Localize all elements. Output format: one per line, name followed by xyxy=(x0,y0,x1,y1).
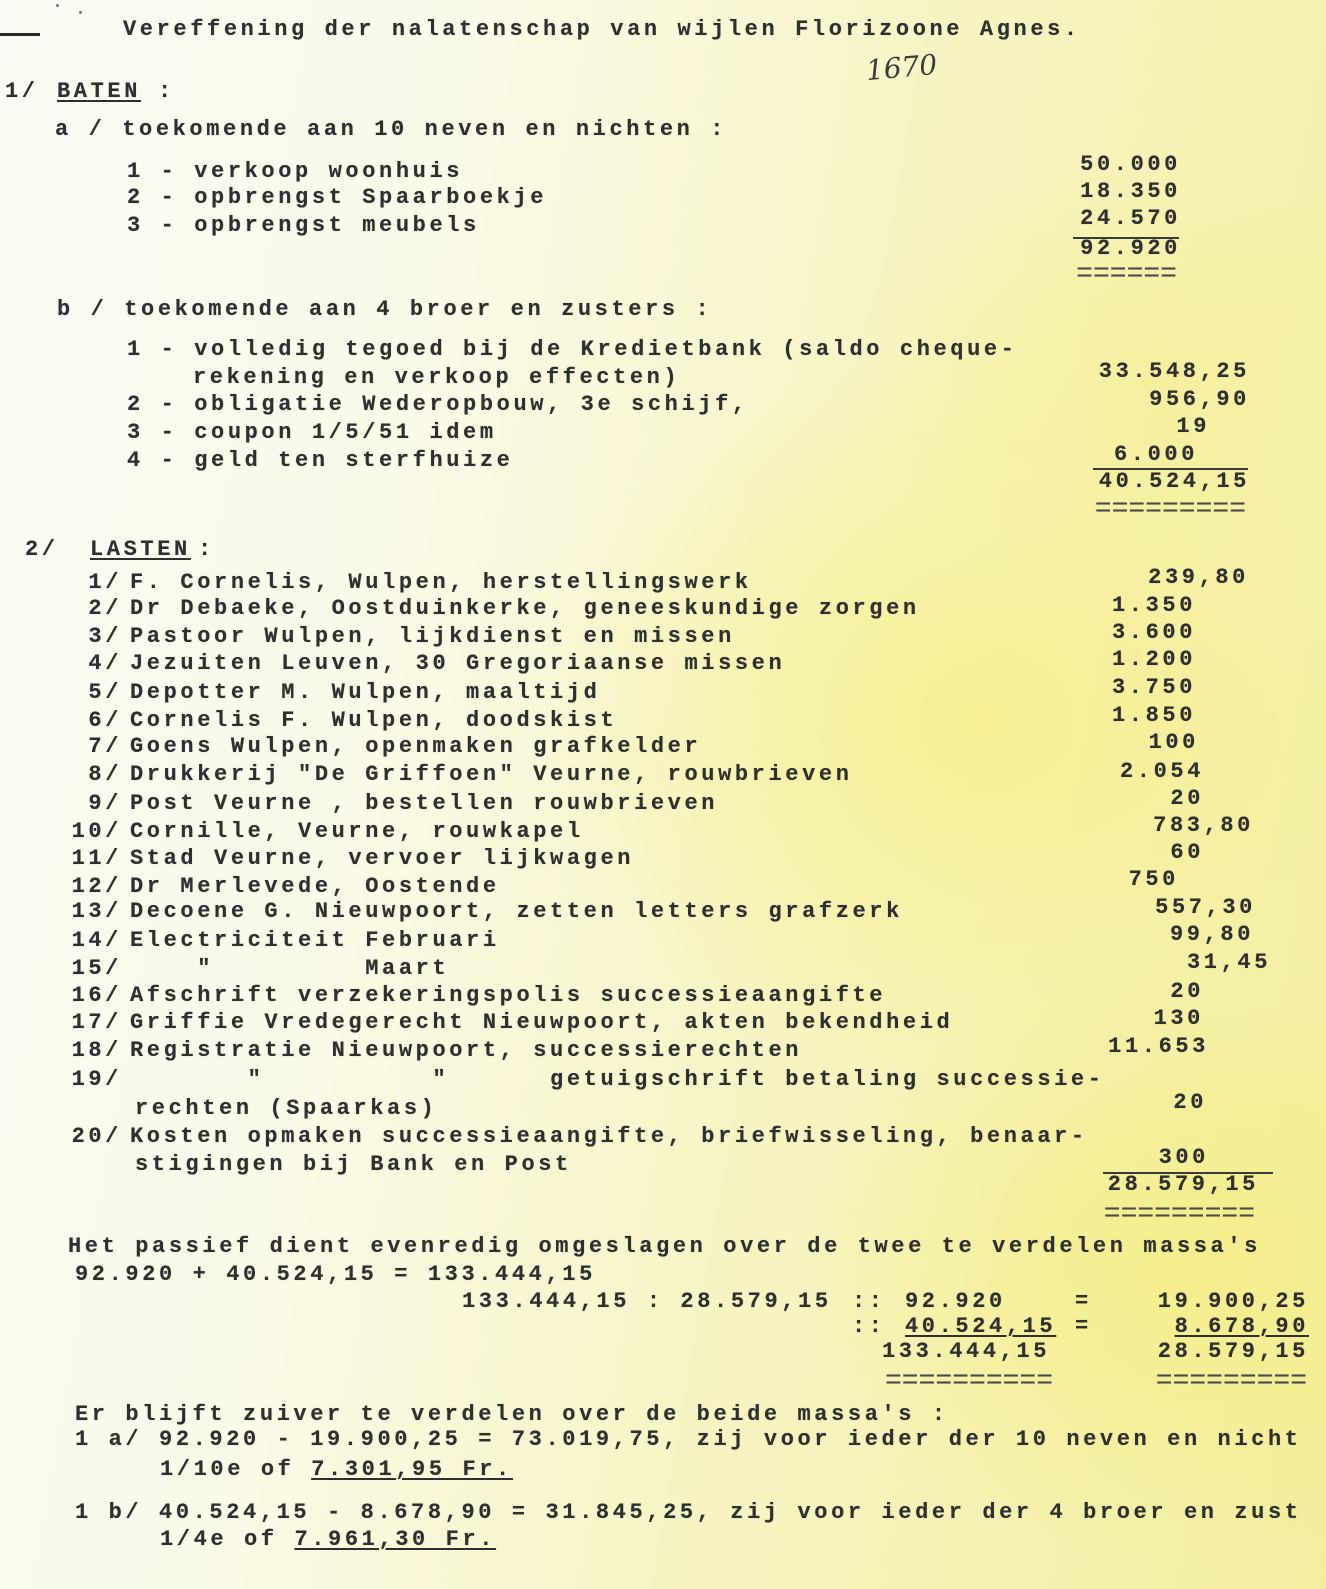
lasten-number: 2/ xyxy=(25,537,59,562)
verdeling-sum: 92.920 + 40.524,15 = 133.444,15 xyxy=(75,1262,596,1287)
lasten-item: Afschrift verzekeringspolis successieaangifte xyxy=(130,983,887,1008)
resultaat-a-share-prefix: 1/10e of xyxy=(160,1457,295,1482)
baten-a-amount: 18.350 xyxy=(1080,179,1181,204)
lasten-item-number: 9/ xyxy=(88,791,122,816)
resultaat-b-share: 7.961,30 Fr. xyxy=(294,1527,497,1552)
lasten-amount: 783,80 xyxy=(1153,813,1254,838)
lasten-item-number: 2/ xyxy=(88,596,122,621)
baten-b-amount: 956,90 xyxy=(1149,387,1250,412)
baten-a-item: 2 - opbrengst Spaarboekje xyxy=(127,185,548,210)
lasten-amount: 11.653 xyxy=(1108,1034,1209,1059)
verdeling-separator-right: ========= xyxy=(1155,1366,1307,1397)
lasten-total: 28.579,15 xyxy=(1107,1172,1259,1197)
baten-a-item: 1 - verkoop woonhuis xyxy=(127,159,464,184)
lasten-item-number: 19/ xyxy=(71,1067,122,1092)
lasten-item: Cornille, Veurne, rouwkapel xyxy=(130,819,584,844)
lasten-item: Drukkerij "De Griffoen" Veurne, rouwbrieven xyxy=(130,762,853,787)
lasten-amount: 557,30 xyxy=(1155,895,1256,920)
lasten-item-number: 12/ xyxy=(71,874,122,899)
resultaat-a-share: 7.301,95 Fr. xyxy=(311,1457,513,1482)
lasten-item: Stad Veurne, vervoer lijkwagen xyxy=(130,846,635,871)
baten-b-amount: 33.548,25 xyxy=(1098,359,1250,384)
lasten-item: Pastoor Wulpen, lijkdienst en missen xyxy=(130,624,735,649)
lasten-item-number: 3/ xyxy=(88,624,122,649)
lasten-heading: LASTEN xyxy=(90,537,191,562)
lasten-amount: 130 xyxy=(1153,1006,1204,1031)
lasten-item: Post Veurne , bestellen rouwbrieven xyxy=(130,791,719,816)
mass-a-value: 92.920 xyxy=(905,1289,1006,1314)
lasten-item-continuation: rechten (Spaarkas) xyxy=(135,1096,438,1121)
lasten-amount: 300 xyxy=(1158,1145,1209,1170)
baten-number: 1/ xyxy=(5,79,39,104)
mass-b-value: 40.524,15 xyxy=(905,1314,1057,1339)
resultaat-a-share-line xyxy=(160,1457,513,1483)
ratio-sign: :: xyxy=(852,1289,886,1314)
lasten-item-number: 20/ xyxy=(71,1124,122,1149)
resultaat-a-line: 1 a/ 92.920 - 19.900,25 = 73.019,75, zij voor ieder der 10 neven en nicht xyxy=(75,1427,1302,1452)
baten-heading: BATEN xyxy=(57,79,142,104)
verdeling-proportion: 133.444,15 : 28.579,15 xyxy=(462,1289,832,1314)
resultaat-b-share-line xyxy=(160,1527,496,1553)
resultaat-b-line: 1 b/ 40.524,15 - 8.678,90 = 31.845,25, zij voor ieder der 4 broer en zust xyxy=(75,1500,1302,1525)
equals-sign: = xyxy=(1075,1314,1092,1339)
baten-a-amount: 24.570 xyxy=(1080,206,1181,231)
lasten-item-number: 14/ xyxy=(71,928,122,953)
baten-a-item: 3 - opbrengst meubels xyxy=(127,213,480,238)
baten-a-amount: 50.000 xyxy=(1080,152,1181,177)
baten-b-item: 4 - geld ten sterfhuize xyxy=(127,448,514,473)
lasten-item-number: 13/ xyxy=(71,899,122,924)
lasten-amount: 1.200 xyxy=(1111,647,1196,672)
lasten-item: Decoene G. Nieuwpoort, zetten letters grafzerk xyxy=(130,899,903,924)
lasten-item-number: 1/ xyxy=(88,570,122,595)
lasten-item: Dr Merlevede, Oostende xyxy=(130,874,500,899)
lasten-item-number: 4/ xyxy=(88,651,122,676)
lasten-item-number: 6/ xyxy=(88,708,122,733)
lasten-amount: 20 xyxy=(1170,979,1204,1004)
baten-b-header: b / toekomende aan 4 broer en zusters : xyxy=(57,297,713,322)
lasten-item-number: 16/ xyxy=(71,983,122,1008)
lasten-item: F. Cornelis, Wulpen, herstellingswerk xyxy=(130,570,752,595)
mass-total-value: 133.444,15 xyxy=(882,1339,1051,1364)
lasten-item-number: 11/ xyxy=(71,846,122,871)
lasten-amount: 60 xyxy=(1170,840,1204,865)
lasten-amount: 239,80 xyxy=(1148,565,1249,590)
lasten-item: Jezuiten Leuven, 30 Gregoriaanse missen xyxy=(130,651,786,676)
baten-a-total: 92.920 xyxy=(1080,236,1181,261)
margin-mark xyxy=(0,33,40,36)
verdeling-separator-left: ========== xyxy=(885,1366,1054,1397)
lasten-amount: 3.600 xyxy=(1111,620,1196,645)
lasten-item: " " getuigschrift betaling successie- xyxy=(130,1067,1105,1092)
lasten-amount: 1.350 xyxy=(1111,593,1196,618)
scan-dot xyxy=(56,4,59,7)
scan-dot xyxy=(79,11,82,14)
ratio-sign: :: xyxy=(852,1314,886,1339)
baten-b-item: 1 - volledig tegoed bij de Kredietbank (saldo cheque- xyxy=(127,337,1018,362)
baten-b-total: 40.524,15 xyxy=(1098,469,1250,494)
lasten-amount: 2.054 xyxy=(1119,759,1204,784)
baten-colon: : xyxy=(158,79,175,104)
share-b-value: 8.678,90 xyxy=(1174,1314,1309,1339)
lasten-item: Kosten opmaken successieaangifte, briefwisseling, benaar- xyxy=(130,1124,1088,1149)
lasten-item: Goens Wulpen, openmaken grafkelder xyxy=(130,734,702,759)
lasten-item-number: 18/ xyxy=(71,1038,122,1063)
lasten-amount: 99,80 xyxy=(1169,922,1254,947)
lasten-item-number: 7/ xyxy=(88,734,122,759)
lasten-item: Electriciteit Februari xyxy=(130,928,500,953)
lasten-amount: 20 xyxy=(1170,786,1204,811)
lasten-colon: : xyxy=(198,537,215,562)
lasten-item-number: 15/ xyxy=(71,956,122,981)
baten-a-header: a / toekomende aan 10 neven en nichten : xyxy=(55,117,728,142)
lasten-item-number: 5/ xyxy=(88,680,122,705)
lasten-item: Depotter M. Wulpen, maaltijd xyxy=(130,680,601,705)
lasten-amount: 1.850 xyxy=(1111,703,1196,728)
lasten-item: Cornelis F. Wulpen, doodskist xyxy=(130,708,618,733)
lasten-amount: 100 xyxy=(1148,730,1199,755)
lasten-item-number: 8/ xyxy=(88,762,122,787)
baten-b-item: 3 - coupon 1/5/51 idem xyxy=(127,420,497,445)
lasten-amount: 20 xyxy=(1173,1090,1207,1115)
resultaat-intro: Er blijft zuiver te verdelen over de beide massa's : xyxy=(75,1402,949,1427)
lasten-amount: 3.750 xyxy=(1111,675,1196,700)
handwritten-note: 1670 xyxy=(864,47,939,88)
lasten-item-number: 17/ xyxy=(71,1010,122,1035)
baten-b-item-continuation: rekening en verkoop effecten) xyxy=(193,365,681,390)
lasten-item: Griffie Vredegerecht Nieuwpoort, akten bekendheid xyxy=(130,1010,954,1035)
baten-b-amount: 19 xyxy=(1176,414,1210,439)
resultaat-b-share-prefix: 1/4e of xyxy=(160,1527,278,1552)
lasten-separator: ========= xyxy=(1103,1199,1255,1230)
lasten-item-continuation: stigingen bij Bank en Post xyxy=(135,1152,572,1177)
baten-b-item: 2 - obligatie Wederopbouw, 3e schijf, xyxy=(127,392,749,417)
equals-sign: = xyxy=(1075,1289,1092,1314)
lasten-item: Registratie Nieuwpoort, successierechten xyxy=(130,1038,803,1063)
document-title: Vereffening der nalatenschap van wijlen Florizoone Agnes. xyxy=(123,17,1081,42)
share-a-value: 19.900,25 xyxy=(1157,1289,1309,1314)
lasten-item: " Maart xyxy=(130,956,450,981)
lasten-amount: 31,45 xyxy=(1186,950,1271,975)
baten-b-amount: 6.000 xyxy=(1113,442,1198,467)
lasten-item: Dr Debaeke, Oostduinkerke, geneeskundige zorgen xyxy=(130,596,920,621)
lasten-item-number: 10/ xyxy=(71,819,122,844)
share-total-value: 28.579,15 xyxy=(1157,1339,1309,1364)
baten-b-separator: ========= xyxy=(1094,494,1246,525)
lasten-amount: 750 xyxy=(1128,867,1179,892)
verdeling-intro: Het passief dient evenredig omgeslagen over de twee te verdelen massa's xyxy=(68,1234,1261,1259)
baten-a-separator: ====== xyxy=(1076,259,1177,290)
